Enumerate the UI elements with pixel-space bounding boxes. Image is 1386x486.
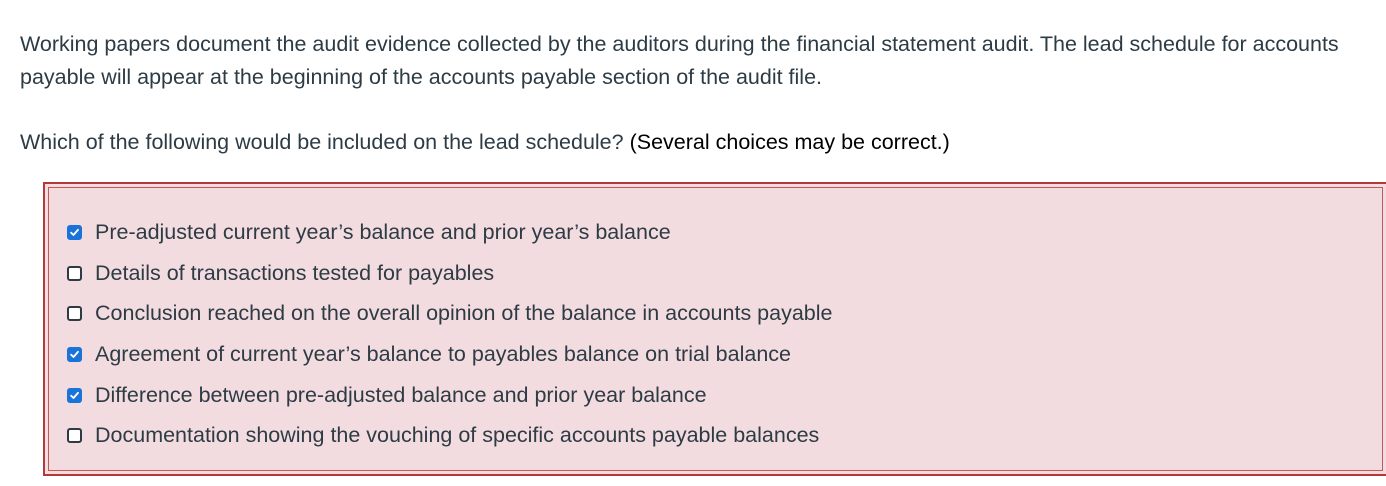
answer-option[interactable] <box>65 375 832 416</box>
answer-options-panel <box>43 182 1386 476</box>
check-icon <box>69 389 80 402</box>
check-icon <box>69 226 80 239</box>
question-intro: Working papers document the audit evidence collected by the auditors during the financial statement audit. The lead schedule for accounts payable will appear at the beginning of the accounts payable section of the audit file. <box>20 32 1339 89</box>
question-text <box>20 126 950 159</box>
answer-option-label: Details of transactions tested for payables <box>95 260 495 285</box>
checkbox-checked[interactable] <box>67 388 82 403</box>
answer-option[interactable] <box>65 212 832 253</box>
checkbox-unchecked[interactable] <box>67 266 82 281</box>
answer-option[interactable] <box>65 334 832 375</box>
checkbox-checked[interactable] <box>67 347 82 362</box>
answer-options-list <box>65 212 832 456</box>
answer-option[interactable] <box>65 253 832 294</box>
checkbox-unchecked[interactable] <box>67 428 82 443</box>
answer-option[interactable] <box>65 415 832 456</box>
checkbox-unchecked[interactable] <box>67 306 82 321</box>
answer-option-label: Difference between pre-adjusted balance and prior year balance <box>95 382 707 407</box>
answer-option-label: Documentation showing the vouching of specific accounts payable balances <box>95 423 820 448</box>
answer-option-label: Pre-adjusted current year’s balance and prior year’s balance <box>95 219 671 244</box>
answer-option[interactable] <box>65 293 832 334</box>
question-prompt: Which of the following would be included on the lead schedule? <box>20 130 624 154</box>
checkbox-checked[interactable] <box>67 225 82 240</box>
check-icon <box>69 348 80 361</box>
answer-option-label: Conclusion reached on the overall opinion of the balance in accounts payable <box>95 301 833 326</box>
answer-option-label: Agreement of current year’s balance to payables balance on trial balance <box>95 341 791 366</box>
question-instruction: (Several choices may be correct.) <box>629 130 950 154</box>
